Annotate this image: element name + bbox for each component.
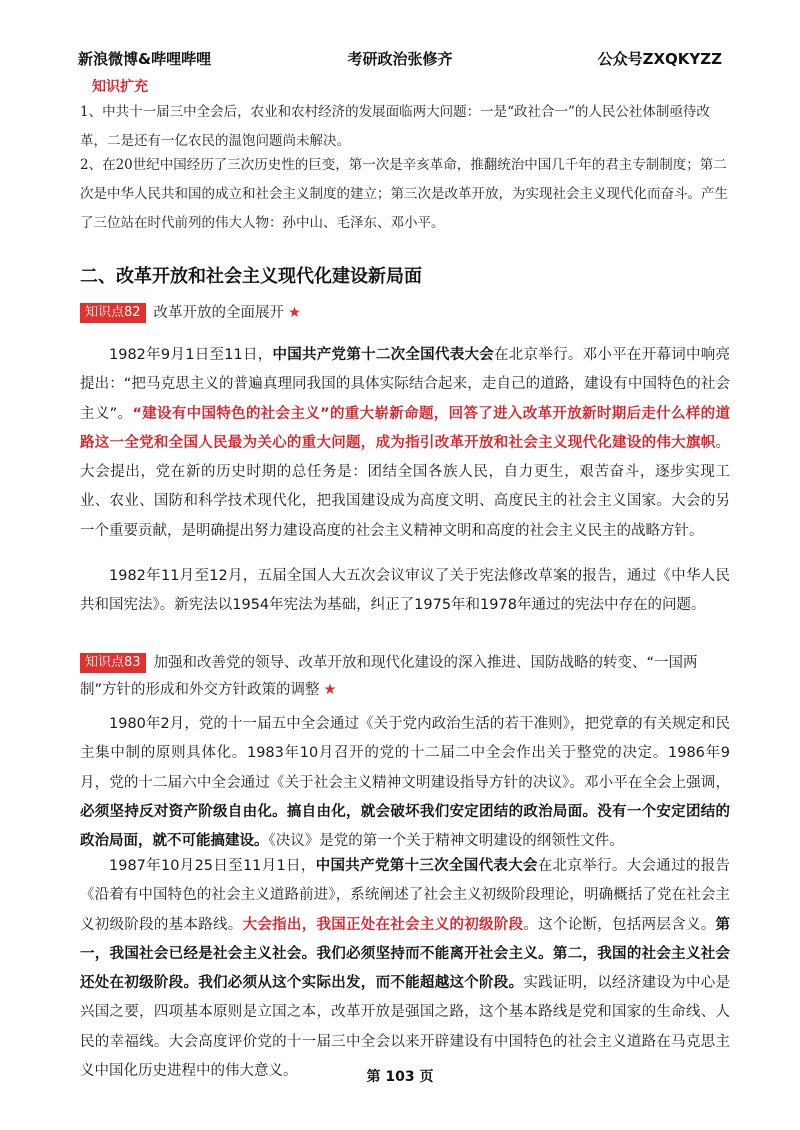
bold-text: 第一，我国社会已经是社会主义社会。我们必须坚持而不能离开社会主义。第二，我国的社会主义社会还处在初级阶段。我们必须从这个实际出发，而不能超越这个阶段。 <box>80 916 731 992</box>
text-run: 。大会提出，党在新的历史时期的总任务是：团结全国各族人民，自力更生，艰苦奋斗，逐步实现工业、农业、国防和科学技术现代化，把我国建设成为高度文明、高度民主的社会主义国家。大会的另一个重要贡献，是明确提出努力建设高度的社会主义精神文明和高度的社会主义民主的战略方针。 <box>80 434 730 539</box>
highlight-red-text: “建设有中国特色的社会主义”的重大崭新命题，回答了进入改革开放新时期后走什么样的道路这一全党和全国人民最为关心的重大问题，成为指引改革开放和社会主义现代化建设的伟大旗帜 <box>80 405 730 451</box>
knowledge-point-82-heading <box>80 300 730 327</box>
header-left-text: 新浪微博&哔哩哔哩 <box>78 50 212 68</box>
paragraph-party-building <box>80 710 730 856</box>
text-run: 1980年2月，党的十一届五中全会通过《关于党内政治生活的若干准则》，把党章的有关规定和民主集中制的原则具体化。1983年10月召开的党的十二届二中全会作出关于整党的决定。1986年9月，党的十二届六中全会通过《关于社会主义精神文明建设指导方针的决议》。邓小平在全会上强调， <box>80 716 730 791</box>
text-run: 实践证明，以经济建设为中心是兴国之要，四项基本原则是立国之本，改革开放是强国之路，这个基本路线是党和国家的生命线、人民的幸福线。大会高度评价党的十一届三中全会以来开辟建设有中国特色的社会主义道路在马克思主义中国化历史进程中的伟大意义。 <box>80 975 731 1080</box>
extension-item-2: 2、在20世纪中国经历了三次历史性的巨变，第一次是辛亥革命，推翻统治中国几千年的君主专制制度；第二次是中华人民共和国的成立和社会主义制度的建立；第三次是改革开放，为实现社会主义现代化而奋斗。产生了三位站在时代前列的伟大人物：孙中山、毛泽东、邓小平。 <box>80 157 728 231</box>
paragraph-13th-congress <box>80 852 730 1086</box>
paragraph-1982-constitution <box>80 562 730 621</box>
page-number: 第 103 页 <box>366 1069 434 1085</box>
text-run: 《决议》是党的第一个关于精神文明建设的纲领性文件。 <box>268 833 624 850</box>
knowledge-point-title: 加强和改善党的领导、改革开放和现代化建设的深入推进、国防战略的转变、“一国两制”方针的形成和外交方针政策的调整 <box>80 655 698 698</box>
extension-item-1: 1、中共十一届三中全会后，农业和农村经济的发展面临两大问题：一是“政社合一”的人民公社体制亟待改革，二是还有一亿农民的温饱问题尚未解决。 <box>80 104 710 149</box>
knowledge-extension-title: 知识扩充 <box>92 79 148 95</box>
header-right-text: 公众号ZXQKYZZ <box>597 50 722 68</box>
paragraph-12th-congress <box>80 341 730 546</box>
bold-text: 中国共产党第十三次全国代表大会 <box>315 858 538 874</box>
highlight-red-text: 大会指出，我国正处在社会主义的初级阶段 <box>242 916 524 933</box>
text-run: 在北京举行。邓小平在开幕词中响亮提出：“把马克思主义的普遍真理同我国的具体实际结合起来，走自己的道路，建设有中国特色的社会主义”。 <box>80 347 731 422</box>
text-run: 在北京举行。大会通过的报告《沿着有中国特色的社会主义道路前进》，系统阐述了社会主义初级阶段理论，明确概括了党在社会主义初级阶段的基本路线。 <box>80 858 731 933</box>
text-run: 1987年10月25日至11月1日， <box>109 858 316 874</box>
text-run: 1982年9月1日至11日， <box>109 347 273 363</box>
bold-text: 必须坚持反对资产阶级自由化。搞自由化，就会破坏我们安定团结的政治局面。没有一个安定团结的政治局面，就不可能搞建设。 <box>80 803 730 850</box>
knowledge-point-tag: 知识点83 <box>80 653 146 673</box>
star-icon: ★ <box>288 305 302 321</box>
text-run: 。这个论断，包括两层含义。 <box>523 916 716 933</box>
star-icon: ★ <box>323 682 337 698</box>
knowledge-point-title: 改革开放的全面展开 <box>153 305 285 321</box>
knowledge-point-tag: 知识点82 <box>80 303 146 323</box>
knowledge-point-83-heading <box>80 650 730 704</box>
bold-text: 中国共产党第十二次全国代表大会 <box>272 347 494 363</box>
header-center-text: 考研政治张修齐 <box>347 50 453 68</box>
text-run: 1982年11月至12月，五届全国人大五次会议审议了关于宪法修改草案的报告，通过《中华人民共和国宪法》。新宪法以1954年宪法为基础，纠正了1975年和1978年通过的宪法中存在的问题。 <box>80 568 730 614</box>
section-title: 二、改革开放和社会主义现代化建设新局面 <box>80 266 422 287</box>
